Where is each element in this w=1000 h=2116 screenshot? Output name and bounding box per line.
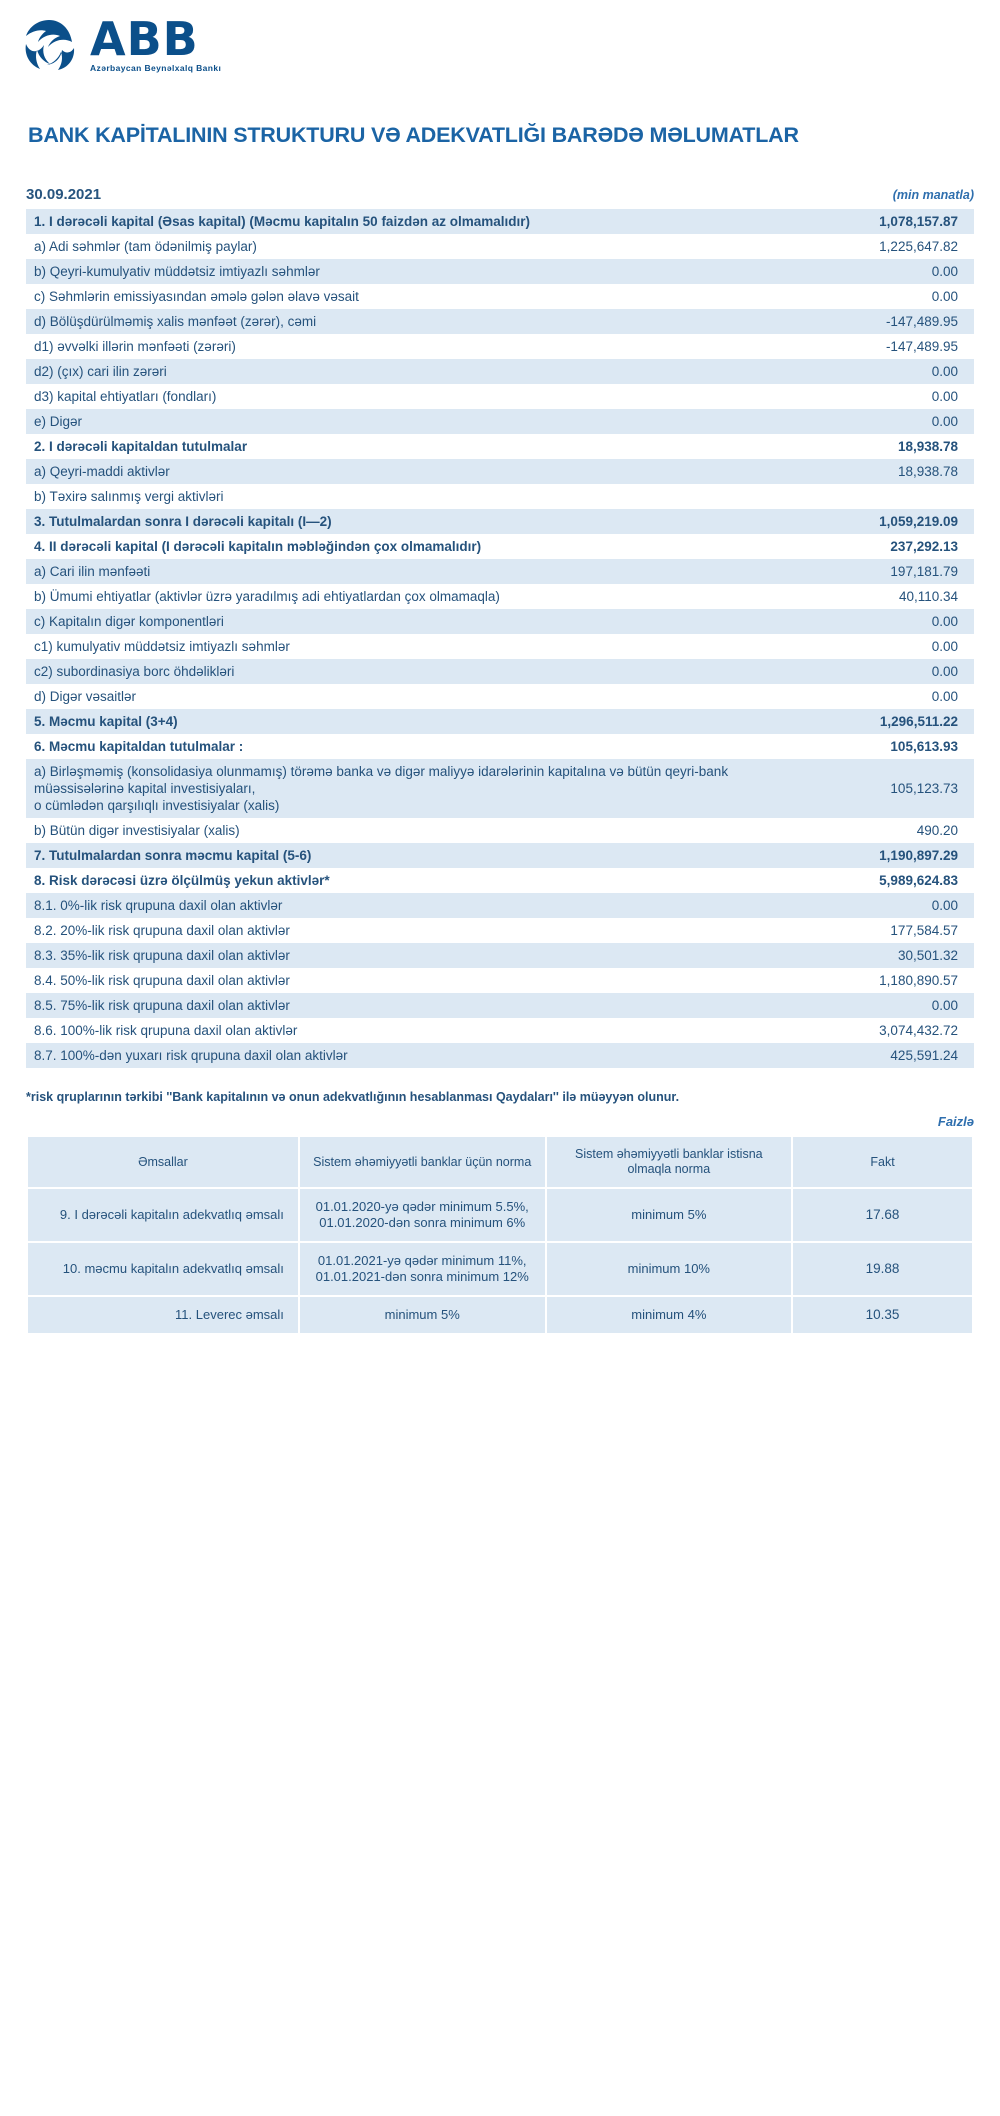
ratio-norm-other: minimum 5% [546, 1188, 793, 1242]
ratio-fact: 17.68 [792, 1188, 973, 1242]
table-row [26, 868, 974, 893]
brand-text [90, 14, 221, 73]
row-label: c) Səhmlərin emissiyasından əmələ gələn əlavə vəsait [26, 284, 753, 309]
row-value: 1,180,890.57 [753, 968, 974, 993]
row-label: a) Cari ilin mənfəəti [26, 559, 753, 584]
ratio-row [27, 1296, 973, 1334]
row-value: 1,296,511.22 [753, 709, 974, 734]
row-value [753, 484, 974, 509]
row-value: -147,489.95 [753, 334, 974, 359]
ratio-norm-systemic: 01.01.2020-yə qədər minimum 5.5%, 01.01.2020-dən sonra minimum 6% [299, 1188, 546, 1242]
table-row [26, 559, 974, 584]
ratio-norm-systemic: minimum 5% [299, 1296, 546, 1334]
row-label: b) Bütün digər investisiyalar (xalis) [26, 818, 753, 843]
row-label: 8.4. 50%-lik risk qrupuna daxil olan aktivlər [26, 968, 753, 993]
row-label: c2) subordinasiya borc öhdəlikləri [26, 659, 753, 684]
ratio-row [27, 1242, 973, 1296]
row-value: 18,938.78 [753, 459, 974, 484]
row-label: 8.3. 35%-lik risk qrupuna daxil olan aktivlər [26, 943, 753, 968]
row-label: 2. I dərəcəli kapitaldan tutulmalar [26, 434, 753, 459]
row-label: 8.2. 20%-lik risk qrupuna daxil olan aktivlər [26, 918, 753, 943]
percent-label: Faizlə [937, 1114, 974, 1129]
table-row [26, 734, 974, 759]
ratio-name: 11. Leverec əmsalı [27, 1296, 299, 1334]
row-label: 4. II dərəcəli kapital (I dərəcəli kapitalın məbləğindən çox olmamalıdır) [26, 534, 753, 559]
row-value: 490.20 [753, 818, 974, 843]
row-value: 18,938.78 [753, 434, 974, 459]
ratios-header-row [27, 1136, 973, 1188]
table-row [26, 334, 974, 359]
row-label: b) Ümumi ehtiyatlar (aktivlər üzrə yaradılmış adi ehtiyatlardan çox olmamaqla) [26, 584, 753, 609]
table-row [26, 918, 974, 943]
table-row [26, 709, 974, 734]
row-value: 0.00 [753, 284, 974, 309]
row-label: 8.5. 75%-lik risk qrupuna daxil olan aktivlər [26, 993, 753, 1018]
table-row [26, 1043, 974, 1068]
table-row [26, 509, 974, 534]
row-label: 7. Tutulmalardan sonra məcmu kapital (5-6) [26, 843, 753, 868]
row-value: 30,501.32 [753, 943, 974, 968]
row-value: 0.00 [753, 259, 974, 284]
table-row [26, 993, 974, 1018]
abb-logo-icon [18, 14, 80, 76]
table-row [26, 943, 974, 968]
row-label: a) Qeyri-maddi aktivlər [26, 459, 753, 484]
row-value: 0.00 [753, 384, 974, 409]
row-label: 8.6. 100%-lik risk qrupuna daxil olan aktivlər [26, 1018, 753, 1043]
table-row [26, 259, 974, 284]
table-row [26, 584, 974, 609]
row-value: 3,074,432.72 [753, 1018, 974, 1043]
table-row [26, 309, 974, 334]
ratios-header-0: Əmsallar [27, 1136, 299, 1188]
ratio-norm-systemic: 01.01.2021-yə qədər minimum 11%, 01.01.2021-dən sonra minimum 12% [299, 1242, 546, 1296]
row-value: 237,292.13 [753, 534, 974, 559]
table-row [26, 759, 974, 818]
table-row [26, 968, 974, 993]
table-row [26, 634, 974, 659]
row-value: 1,225,647.82 [753, 234, 974, 259]
row-value: 5,989,624.83 [753, 868, 974, 893]
table-row [26, 234, 974, 259]
row-label: a) Birləşməmiş (konsolidasiya olunmamış) törəmə banka və digər maliyyə idarələrinin kapitalına və bütün qeyri-bank müəssisələrinə kapital investisiyaları, o cümlədən qarşılıqlı investisiyalar (xalis) [26, 759, 753, 818]
row-label: c1) kumulyativ müddətsiz imtiyazlı səhmlər [26, 634, 753, 659]
table-row [26, 659, 974, 684]
ratio-name: 9. I dərəcəli kapitalın adekvatlıq əmsalı [27, 1188, 299, 1242]
brand-name: ABB [90, 12, 199, 66]
page-title: BANK KAPİTALININ STRUKTURU VƏ ADEKVATLIĞI BARƏDƏ MƏLUMATLAR [28, 123, 799, 147]
capital-structure-table [26, 209, 974, 1068]
row-value: 0.00 [753, 893, 974, 918]
report-meta [0, 186, 1000, 203]
table-row [26, 534, 974, 559]
table-row [26, 459, 974, 484]
row-value: 197,181.79 [753, 559, 974, 584]
row-label: c) Kapitalın digər komponentləri [26, 609, 753, 634]
row-value: 0.00 [753, 359, 974, 384]
report-date: 30.09.2021 [26, 186, 102, 203]
ratio-fact: 10.35 [792, 1296, 973, 1334]
table-row [26, 359, 974, 384]
ratios-header-1: Sistem əhəmiyyətli banklar üçün norma [299, 1136, 546, 1188]
row-label: d1) əvvəlki illərin mənfəəti (zərəri) [26, 334, 753, 359]
row-label: 6. Məcmu kapitaldan tutulmalar : [26, 734, 753, 759]
table-row [26, 684, 974, 709]
row-label: 3. Tutulmalardan sonra I dərəcəli kapitalı (I—2) [26, 509, 753, 534]
row-label: a) Adi səhmlər (tam ödənilmiş paylar) [26, 234, 753, 259]
row-value: 0.00 [753, 609, 974, 634]
table-row [26, 484, 974, 509]
row-value: 0.00 [753, 993, 974, 1018]
table-row [26, 284, 974, 309]
row-value: 0.00 [753, 684, 974, 709]
row-value: 40,110.34 [753, 584, 974, 609]
table-row [26, 609, 974, 634]
row-label: d3) kapital ehtiyatları (fondları) [26, 384, 753, 409]
table-row [26, 893, 974, 918]
row-label: e) Digər [26, 409, 753, 434]
ratios-header-3: Fakt [792, 1136, 973, 1188]
row-label: b) Qeyri-kumulyativ müddətsiz imtiyazlı səhmlər [26, 259, 753, 284]
report-units: (min manatla) [892, 188, 974, 202]
row-value: 1,078,157.87 [753, 209, 974, 234]
row-value: 177,584.57 [753, 918, 974, 943]
table-row [26, 434, 974, 459]
row-label: 8.1. 0%-lik risk qrupuna daxil olan aktivlər [26, 893, 753, 918]
row-value: 1,190,897.29 [753, 843, 974, 868]
table-row [26, 843, 974, 868]
footnote: *risk qruplarının tərkibi ''Bank kapitalının və onun adekvatlığının hesablanması Qaydaları'' ilə müəyyən olunur. [26, 1090, 680, 1104]
row-label: d) Bölüşdürülməmiş xalis mənfəət (zərər), cəmi [26, 309, 753, 334]
ratio-name: 10. məcmu kapitalın adekvatlıq əmsalı [27, 1242, 299, 1296]
row-value: 105,613.93 [753, 734, 974, 759]
row-value: 1,059,219.09 [753, 509, 974, 534]
row-value: 425,591.24 [753, 1043, 974, 1068]
row-label: 5. Məcmu kapital (3+4) [26, 709, 753, 734]
row-value: -147,489.95 [753, 309, 974, 334]
row-value: 0.00 [753, 634, 974, 659]
table-row [26, 409, 974, 434]
ratio-norm-other: minimum 4% [546, 1296, 793, 1334]
row-value: 0.00 [753, 409, 974, 434]
row-value: 105,123.73 [753, 759, 974, 818]
table-row [26, 1018, 974, 1043]
brand-subtitle: Azərbaycan Beynəlxalq Bankı [90, 63, 222, 73]
row-label: d2) (çıx) cari ilin zərəri [26, 359, 753, 384]
ratios-table [26, 1135, 974, 1335]
ratio-norm-other: minimum 10% [546, 1242, 793, 1296]
row-label: 1. I dərəcəli kapital (Əsas kapital) (Məcmu kapitalın 50 faizdən az olmamalıdır) [26, 209, 753, 234]
ratio-fact: 19.88 [792, 1242, 973, 1296]
ratios-header-2: Sistem əhəmiyyətli banklar istisna olmaqla norma [546, 1136, 793, 1188]
row-label: 8.7. 100%-dən yuxarı risk qrupuna daxil olan aktivlər [26, 1043, 753, 1068]
table-row [26, 818, 974, 843]
brand-logo [0, 0, 1000, 76]
row-label: d) Digər vəsaitlər [26, 684, 753, 709]
row-value: 0.00 [753, 659, 974, 684]
table-row [26, 209, 974, 234]
row-label: 8. Risk dərəcəsi üzrə ölçülmüş yekun aktivlər* [26, 868, 753, 893]
row-label: b) Təxirə salınmış vergi aktivləri [26, 484, 753, 509]
table-row [26, 384, 974, 409]
ratio-row [27, 1188, 973, 1242]
